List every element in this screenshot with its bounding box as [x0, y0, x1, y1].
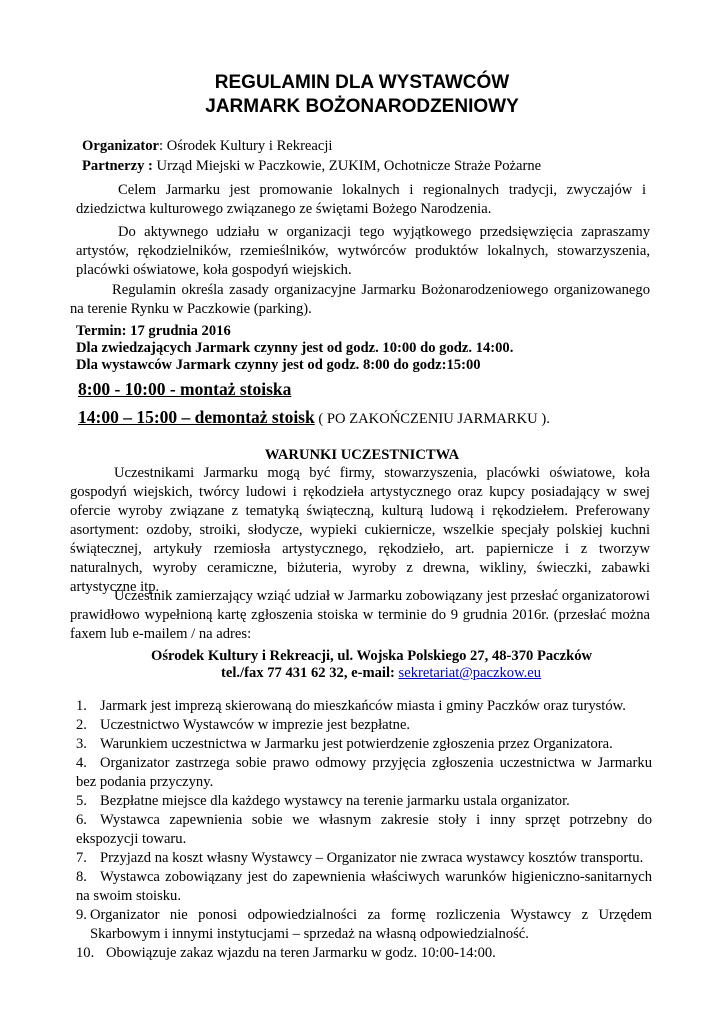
- rule-item: [76, 849, 652, 868]
- title-line-1: REGULAMIN DLA WYSTAWCÓW: [214, 72, 510, 93]
- rule-item: [76, 735, 652, 754]
- rule-number: 7.: [76, 850, 87, 866]
- rule-item: [76, 754, 652, 792]
- partners-label: Partnerzy :: [82, 158, 153, 174]
- rule-text: Organizator nie ponosi odpowiedzialności za formę rozliczenia Wystawcy z Urzędem Skarbowym i innymi instytucjami – sprzedaż na własną odpowiedzialność.: [90, 907, 652, 942]
- rule-number: 5.: [76, 793, 87, 809]
- conditions-paragraph-1: Uczestnikami Jarmarku mogą być firmy, stowarzyszenia, placówki oświatowe, koła gospodyń wiejskich, twórcy ludowi i rękodzieła artystycznego oraz kupcy posiadający w swej ofercie wyroby związane z tematyką świąteczną, kulturą ludową i rękodziełem. Preferowany asortyment: ozdoby, stroiki, słodycze, wypieki cukiernicze, wszelkie specjały polskiej kuchni świątecznej, artykuły rzemiosła artystycznego, rękodzieło, art. papiernicze i z tworzyw naturalnych, wyroby ceramiczne, biżuteria, wyroby z drewna, wikliny, świeczki, zabawki artystyczne itp.: [70, 465, 650, 595]
- exhibitor-hours: Dla wystawców Jarmark czynny jest od godz. 8:00 do godz:15:00: [76, 357, 481, 373]
- rule-text: Organizator zastrzega sobie prawo odmowy przyjęcia zgłoszenia uczestnictwa w Jarmarku bez podania przyczyny.: [76, 755, 652, 790]
- title-line-2: JARMARK BOŻONARODZENIOWY: [205, 96, 519, 117]
- rule-item: [76, 811, 652, 849]
- rule-item: [76, 944, 652, 963]
- organizer-line: [82, 137, 332, 156]
- rule-number: 9.: [76, 907, 87, 923]
- rule-item: [76, 716, 652, 735]
- conditions-paragraph-2: Uczestnik zamierzający wziąć udział w Jarmarku zobowiązany jest przesłać organizatorowi prawidłowo wypełnioną kartę zgłoszenia stoiska w terminie do 9 grudnia 2016r. (przesłać można faxem lub e-mailem / na adres:: [70, 588, 650, 642]
- teardown-note: ( PO ZAKOŃCZENIU JARMARKU ).: [314, 411, 550, 427]
- rule-number: 4.: [76, 755, 87, 771]
- rule-item: [76, 792, 652, 811]
- rules-list: [76, 697, 652, 963]
- rule-number: 10.: [76, 945, 95, 961]
- organizer-value: : Ośrodek Kultury i Rekreacji: [159, 138, 333, 154]
- teardown-line: [78, 406, 550, 429]
- event-date: Termin: 17 grudnia 2016: [76, 323, 231, 339]
- teardown-time: 14:00 – 15:00 – demontaż stoisk: [78, 407, 315, 427]
- setup-time: 8:00 - 10:00 - montaż stoiska: [78, 379, 292, 399]
- partners-line: [82, 157, 541, 176]
- rule-text: Przyjazd na koszt własny Wystawcy – Organizator nie zwraca wystawcy kosztów transportu.: [100, 850, 644, 866]
- partners-value: Urząd Miejski w Paczkowie, ZUKIM, Ochotnicze Straże Pożarne: [152, 158, 542, 174]
- phone-fax: tel./fax 77 431 62 32, e-mail:: [221, 665, 399, 681]
- rule-item: [76, 906, 652, 944]
- organizer-label: Organizator: [82, 138, 160, 154]
- visitor-hours: Dla zwiedzających Jarmark czynny jest od godz. 10:00 do godz. 14:00.: [76, 340, 514, 356]
- rule-number: 8.: [76, 869, 87, 885]
- address-line-2: [221, 664, 541, 683]
- rule-number: 2.: [76, 717, 87, 733]
- rule-text: Warunkiem uczestnictwa w Jarmarku jest potwierdzenie zgłoszenia przez Organizatora.: [100, 736, 613, 752]
- intro-paragraph-3: Regulamin określa zasady organizacyjne Jarmarku Bożonarodzeniowego organizowanego na terenie Rynku w Paczkowie (parking).: [70, 282, 650, 317]
- rule-item: [76, 868, 652, 906]
- rule-number: 1.: [76, 698, 87, 714]
- conditions-heading: WARUNKI UCZESTNICTWA: [264, 447, 460, 463]
- rule-number: 6.: [76, 812, 87, 828]
- rule-item: [76, 697, 652, 716]
- address-line-1: Ośrodek Kultury i Rekreacji, ul. Wojska Polskiego 27, 48-370 Paczków: [151, 648, 593, 664]
- rule-text: Wystawca zapewnienia sobie we własnym zakresie stoły i inny sprzęt potrzebny do ekspozycji towaru.: [76, 812, 652, 847]
- rule-text: Obowiązuje zakaz wjazdu na teren Jarmarku w godz. 10:00-14:00.: [106, 945, 496, 961]
- email-link[interactable]: sekretariat@paczkow.eu: [398, 665, 542, 681]
- rule-text: Uczestnictwo Wystawców w imprezie jest bezpłatne.: [100, 717, 411, 733]
- rule-number: 3.: [76, 736, 87, 752]
- intro-paragraph-2: Do aktywnego udziału w organizacji tego wyjątkowego przedsięwzięcia zapraszamy artystów, rękodzielników, rzemieślników, wytwórców produktów lokalnych, stowarzyszenia, placówki oświatowe, koła gospodyń wiejskich.: [76, 224, 650, 278]
- intro-paragraph-1: Celem Jarmarku jest promowanie lokalnych i regionalnych tradycji, zwyczajów i dziedzictwa kulturowego związanego ze świętami Bożego Narodzenia.: [76, 182, 646, 217]
- rule-text: Bezpłatne miejsce dla każdego wystawcy na terenie jarmarku ustala organizator.: [100, 793, 570, 809]
- rule-text: Wystawca zobowiązany jest do zapewnienia właściwych warunków higieniczno-sanitarnych na swoim stoisku.: [76, 869, 652, 904]
- rule-text: Jarmark jest imprezą skierowaną do mieszkańców miasta i gminy Paczków oraz turystów.: [100, 698, 626, 714]
